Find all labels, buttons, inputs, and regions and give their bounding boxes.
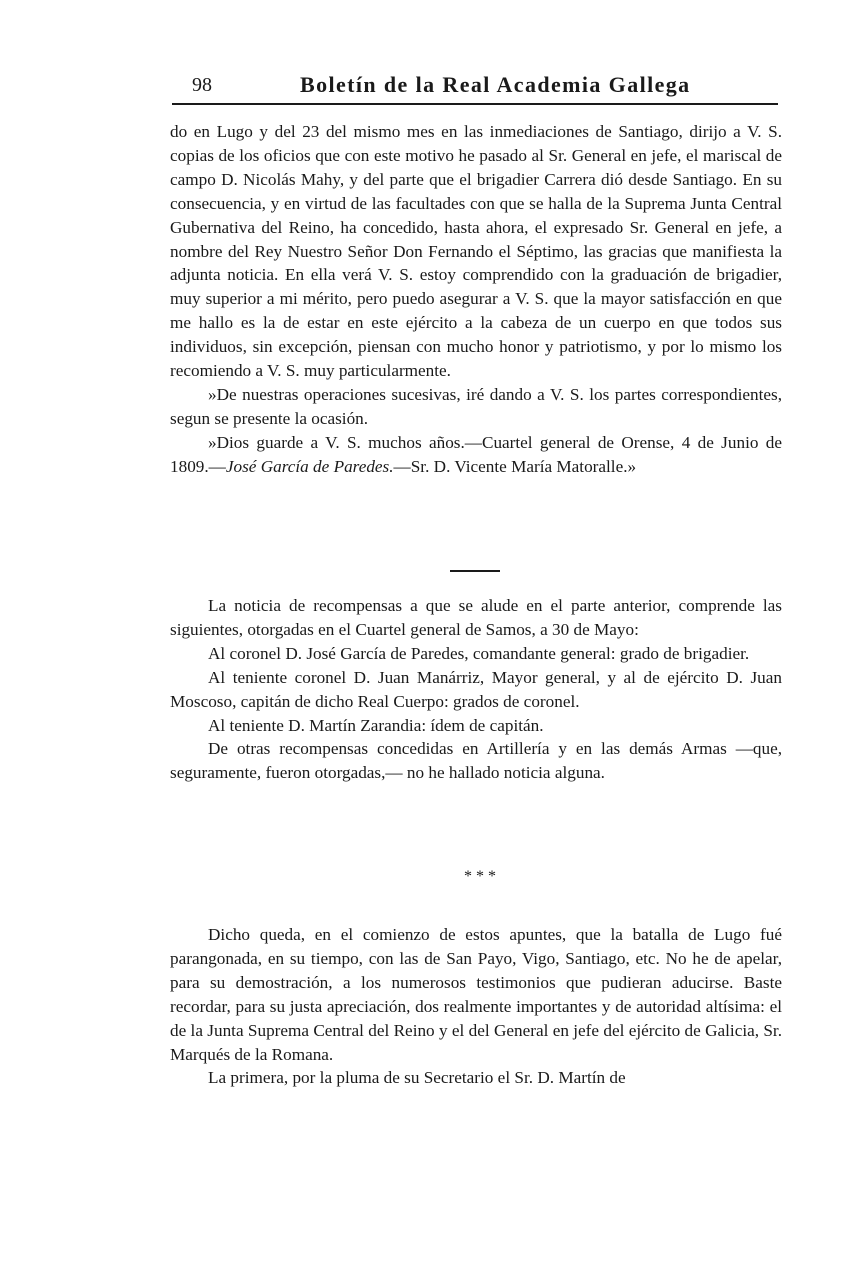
paragraph-closing [170, 431, 782, 479]
paragraph: De otras recompensas concedidas en Artillería y en las demás Armas —que, seguramente, fueron otorgadas,— no he hallado noticia alguna. [170, 739, 782, 783]
battle-section [170, 923, 782, 1090]
paragraph: Al teniente D. Martín Zarandia: ídem de capitán. [208, 715, 544, 735]
running-header [170, 70, 778, 100]
paragraph: La primera, por la pluma de su Secretario el Sr. D. Martín de [208, 1068, 626, 1088]
rewards-section [170, 594, 782, 785]
header-rule [172, 103, 778, 105]
closing-text: »Dios guarde a V. S. muchos años.—Cuartel general de Orense, 4 de Junio de 1809.— [170, 432, 782, 476]
letter-continuation [170, 120, 782, 479]
section-separator [450, 570, 500, 572]
paragraph: do en Lugo y del 23 del mismo mes en las inmediaciones de Santiago, dirijo a V. S. copias de los oficios que con este motivo he pasado al Sr. General en jefe, el mariscal de campo D. Nicolás Mahy, y del parte que el brigadier Carrera dió desde Santiago. En su consecuencia, y en virtud de las facultades con que se halla de la Suprema Junta Central Gubernativa del Reino, ha concedido, hasta ahora, el expresado Sr. General en jefe, a nombre del Rey Nuestro Señor Don Fernando el Séptimo, las gracias que manifiesta la adjunta noticia. En ella verá V. S. estoy comprendido con la graduación de brigadier, muy superior a mi mérito, pero puedo asegurar a V. S. que la mayor satisfacción en que me hallo es la de estar en este ejército a la cabeza de un cuerpo en que todos sus individuos, sin excepción, piensan con mucho honor y patriotismo, y por lo mismo los recomiendo a V. S. muy particularmente. [170, 122, 782, 381]
signature: José García de Paredes. [225, 456, 394, 476]
journal-title: Boletín de la Real Academia Gallega [300, 72, 691, 97]
paragraph: Al teniente coronel D. Juan Manárriz, Mayor general, y al de ejército D. Juan Moscoso, capitán de dicho Real Cuerpo: grados de coronel. [170, 667, 782, 711]
paragraph: La noticia de recompensas a que se alude en el parte anterior, comprende las siguientes, otorgadas en el Cuartel general de Samos, a 30 de Mayo: [170, 596, 782, 639]
page-number: 98 [192, 74, 212, 96]
paragraph: Dicho queda, en el comienzo de estos apuntes, que la batalla de Lugo fué parangonada, en su tiempo, con las de San Payo, Vigo, Santiago, etc. No he de apelar, para su demostración, a los numerosos testimonios que pudieran aducirse. Baste recordar, para su justa apreciación, dos realmente importantes y de autoridad altísima: el de la Junta Suprema Central del Reino y el del General en jefe del ejército de Galicia, Sr. Marqués de la Romana. [170, 925, 782, 1064]
paragraph: Al coronel D. José García de Paredes, comandante general: grado de brigadier. [208, 643, 750, 663]
asterism-divider: * * * [464, 868, 496, 885]
addressee: —Sr. D. Vicente María Matoralle.» [393, 456, 637, 476]
paragraph: »De nuestras operaciones sucesivas, iré dando a V. S. los partes correspondientes, segun se presente la ocasión. [170, 384, 782, 428]
